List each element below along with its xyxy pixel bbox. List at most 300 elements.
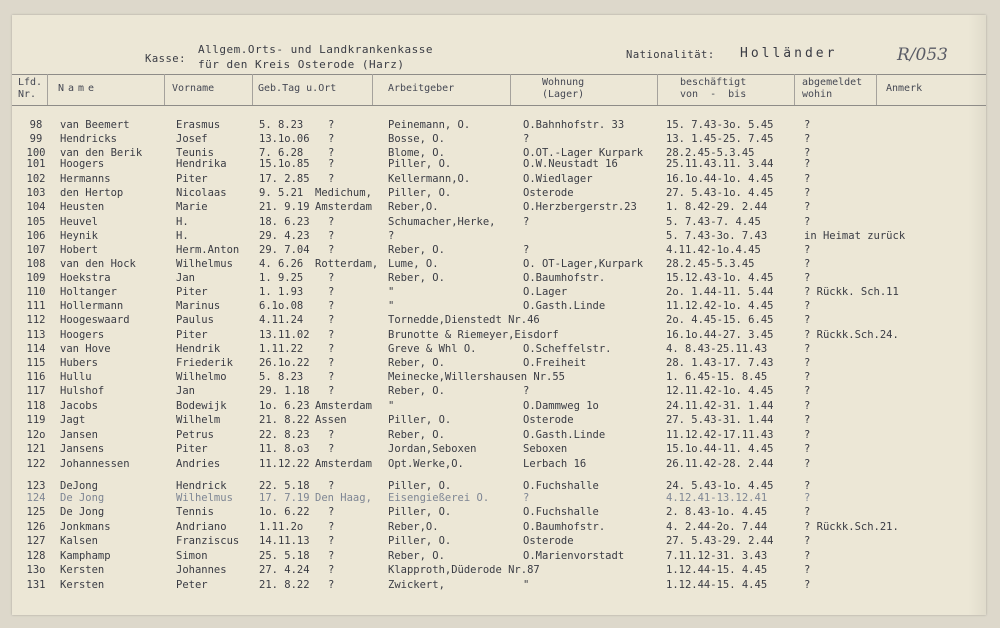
row-employer: Peinemann, O.: [388, 119, 471, 131]
row-name: Holtanger: [60, 286, 117, 298]
row-number: 121: [26, 443, 46, 455]
col-header-geb: Geb.Tag u.Ort: [258, 83, 337, 94]
row-name: Hobert: [60, 244, 98, 256]
row-name: Hoogeswaard: [60, 314, 130, 326]
row-residence: ?: [523, 244, 530, 256]
col-divider: [47, 74, 48, 105]
row-number: 105: [26, 216, 46, 228]
row-birth-place: Assen: [315, 414, 347, 426]
row-number: 124: [26, 492, 46, 504]
kasse-line-2: für den Kreis Osterode (Harz): [198, 58, 405, 71]
row-name: Johannessen: [60, 458, 130, 470]
table-row: [12, 342, 986, 357]
col-header-arbeitgeber: Arbeitgeber: [388, 83, 455, 94]
table-row: [12, 457, 986, 472]
row-employment-period: 4. 8.43-25.11.43: [666, 343, 768, 355]
table-row: [12, 186, 986, 201]
row-residence: O.Gasth.Linde: [523, 429, 606, 441]
col-header-vorname: Vorname: [172, 83, 215, 94]
row-deregistered: ?: [804, 147, 811, 159]
row-residence: ": [523, 579, 530, 591]
row-birth-place: ?: [328, 286, 335, 298]
row-employment-period: 27. 5.43-1o. 4.45: [666, 187, 774, 199]
row-residence: O.Fuchshalle: [523, 480, 599, 492]
row-name: van Beemert: [60, 119, 130, 131]
row-residence: O.Herzbergerstr.23: [523, 201, 637, 213]
col-divider: [794, 74, 795, 105]
row-birth-place: Medichum,: [315, 187, 372, 199]
row-employment-period: 4. 2.44-2o. 7.44: [666, 521, 768, 533]
row-number: 99: [29, 133, 43, 145]
row-number: 112: [26, 314, 46, 326]
row-deregistered: ?: [804, 244, 811, 256]
row-employer: Jordan,Seboxen: [388, 443, 477, 455]
row-birth-place: ?: [328, 371, 335, 383]
table-row: [12, 563, 986, 578]
row-birth-place: ?: [328, 564, 335, 576]
row-employment-period: 2o. 4.45-15. 6.45: [666, 314, 774, 326]
row-name: Hubers: [60, 357, 98, 369]
row-birth-date: 4. 6.26: [259, 258, 304, 270]
row-employment-period: 16.1o.44-1o. 4.45: [666, 173, 774, 185]
row-name: Kamphamp: [60, 550, 111, 562]
row-employer: Opt.Werke,O.: [388, 458, 464, 470]
row-employer: Lume, O.: [388, 258, 439, 270]
row-employer: Piller, O.: [388, 535, 452, 547]
row-birth-date: 5. 8.23: [259, 119, 304, 131]
row-birth-date: 11. 8.o3: [259, 443, 310, 455]
row-birth-place: Amsterdam: [315, 201, 372, 213]
row-birth-date: 6.1o.08: [259, 300, 304, 312]
row-vorname: Wilhelmus: [176, 492, 233, 504]
table-row: [12, 132, 986, 147]
row-birth-place: ?: [328, 385, 335, 397]
row-number: 12o: [26, 429, 46, 441]
table-row: [12, 157, 986, 172]
row-name: Hulshof: [60, 385, 105, 397]
row-vorname: Friederik: [176, 357, 233, 369]
row-number: 103: [26, 187, 46, 199]
row-deregistered: ?: [804, 371, 811, 383]
row-employer: Bosse, O.: [388, 133, 445, 145]
row-employment-period: 24. 5.43-1o. 4.45: [666, 480, 774, 492]
col-divider: [372, 74, 373, 105]
row-deregistered: ?: [804, 173, 811, 185]
row-employment-period: 7.11.12-31. 3.43: [666, 550, 768, 562]
row-number: 117: [26, 385, 46, 397]
row-residence: O.Gasth.Linde: [523, 300, 606, 312]
row-employment-period: 5. 7.43-7. 4.45: [666, 216, 761, 228]
row-birth-place: ?: [328, 343, 335, 355]
row-employer: Meinecke,Willershausen Nr.55: [388, 371, 566, 383]
row-residence: O.Marienvorstadt: [523, 550, 625, 562]
row-vorname: Hendrik: [176, 343, 221, 355]
row-vorname: Franziscus: [176, 535, 240, 547]
row-vorname: Nicolaas: [176, 187, 227, 199]
row-deregistered: ?: [804, 480, 811, 492]
row-birth-date: 22. 5.18: [259, 480, 310, 492]
row-deregistered: ?: [804, 272, 811, 284]
row-employment-period: 28. 1.43-17. 7.43: [666, 357, 774, 369]
row-number: 98: [29, 119, 43, 131]
row-deregistered: ? Rückk. Sch.11: [804, 286, 899, 298]
table-row: [12, 257, 986, 272]
row-birth-place: ?: [328, 329, 335, 341]
table-row: [12, 534, 986, 549]
row-employment-period: 4.11.42-1o.4.45: [666, 244, 761, 256]
table-row: [12, 399, 986, 414]
table-row: [12, 384, 986, 399]
row-vorname: Petrus: [176, 429, 214, 441]
row-vorname: Jan: [176, 385, 195, 397]
row-birth-date: 13.1o.06: [259, 133, 310, 145]
row-name: Kersten: [60, 564, 105, 576]
row-employer: Eisengießerei O.: [388, 492, 490, 504]
row-birth-place: ?: [328, 480, 335, 492]
row-employment-period: 1.12.44-15. 4.45: [666, 564, 768, 576]
row-name: Jacobs: [60, 400, 98, 412]
row-name: Jonkmans: [60, 521, 111, 533]
row-birth-place: ?: [328, 443, 335, 455]
table-row: [12, 118, 986, 133]
row-vorname: Andries: [176, 458, 221, 470]
row-birth-place: ?: [328, 272, 335, 284]
header-bottom-rule: [12, 105, 986, 106]
row-employer: Blome, O.: [388, 147, 445, 159]
row-name: Heusten: [60, 201, 105, 213]
row-employment-period: 24.11.42-31. 1.44: [666, 400, 774, 412]
row-number: 111: [26, 300, 46, 312]
row-deregistered: ?: [804, 429, 811, 441]
table-row: [12, 229, 986, 244]
row-residence: O.Fuchshalle: [523, 506, 599, 518]
row-name: Hoekstra: [60, 272, 111, 284]
row-name: De Jong: [60, 492, 105, 504]
row-deregistered: ?: [804, 414, 811, 426]
table-row: [12, 313, 986, 328]
row-birth-place: ?: [328, 429, 335, 441]
row-vorname: Wilhelm: [176, 414, 221, 426]
row-birth-place: ?: [328, 147, 335, 159]
row-deregistered: ?: [804, 458, 811, 470]
col-header-nr: Lfd. Nr.: [18, 77, 43, 100]
row-number: 122: [26, 458, 46, 470]
row-vorname: Marie: [176, 201, 208, 213]
row-residence: ?: [523, 385, 530, 397]
row-residence: Seboxen: [523, 443, 568, 455]
row-number: 107: [26, 244, 46, 256]
row-deregistered: in Heimat zurück: [804, 230, 906, 242]
row-birth-date: 1. 9.25: [259, 272, 304, 284]
row-birth-date: 17. 7.19: [259, 492, 310, 504]
row-employment-period: 1.12.44-15. 4.45: [666, 579, 768, 591]
col-header-beschaeftigt: beschäftigt von - bis: [680, 77, 747, 100]
row-vorname: H.: [176, 216, 189, 228]
row-employer: Reber, O.: [388, 385, 445, 397]
row-employer: Tornedde,Dienstedt Nr.46: [388, 314, 540, 326]
row-name: Hoogers: [60, 158, 105, 170]
row-birth-date: 14.11.13: [259, 535, 310, 547]
row-employment-period: 25.11.43.11. 3.44: [666, 158, 774, 170]
row-deregistered: ?: [804, 300, 811, 312]
row-birth-date: 11.12.22: [259, 458, 310, 470]
archive-stamp: [897, 45, 967, 81]
row-birth-date: 29. 1.18: [259, 385, 310, 397]
row-employer: Reber, O.: [388, 272, 445, 284]
row-number: 113: [26, 329, 46, 341]
row-name: Hermanns: [60, 173, 111, 185]
row-birth-place: Den Haag,: [315, 492, 372, 504]
row-number: 104: [26, 201, 46, 213]
row-number: 125: [26, 506, 46, 518]
row-deregistered: ?: [804, 400, 811, 412]
row-deregistered: ?: [804, 343, 811, 355]
row-name: Heuvel: [60, 216, 98, 228]
table-row: [12, 413, 986, 428]
row-birth-place: Rotterdam,: [315, 258, 379, 270]
row-vorname: Wilhelmo: [176, 371, 227, 383]
row-residence: Lerbach 16: [523, 458, 587, 470]
row-deregistered: ?: [804, 550, 811, 562]
row-birth-date: 7. 6.28: [259, 147, 304, 159]
row-employer: Brunotte & Riemeyer,Eisdorf: [388, 329, 559, 341]
row-employer: Piller, O.: [388, 414, 452, 426]
row-residence: O.Bahnhofstr. 33: [523, 119, 625, 131]
row-employment-period: 12.11.42-1o. 4.45: [666, 385, 774, 397]
row-birth-date: 17. 2.85: [259, 173, 310, 185]
row-name: Hendricks: [60, 133, 117, 145]
row-birth-place: ?: [328, 535, 335, 547]
row-birth-date: 9. 5.21: [259, 187, 304, 199]
row-deregistered: ?: [804, 357, 811, 369]
row-vorname: Marinus: [176, 300, 221, 312]
row-vorname: Piter: [176, 329, 208, 341]
row-number: 13o: [26, 564, 46, 576]
col-header-abgemeldet: abgemeldet wohin: [802, 77, 863, 100]
row-vorname: Simon: [176, 550, 208, 562]
row-birth-date: 1. 1.93: [259, 286, 304, 298]
row-vorname: Wilhelmus: [176, 258, 233, 270]
row-residence: O.OT.-Lager Kurpark: [523, 147, 644, 159]
row-employment-period: 5. 7.43-3o. 7.43: [666, 230, 768, 242]
table-row: [12, 505, 986, 520]
header-top-rule: [12, 74, 986, 75]
col-divider: [252, 74, 253, 105]
row-employment-period: 26.11.42-28. 2.44: [666, 458, 774, 470]
row-vorname: Bodewijk: [176, 400, 227, 412]
row-vorname: Teunis: [176, 147, 214, 159]
col-header-anmerkung: Anmerk: [886, 83, 923, 94]
row-deregistered: ? Rückk.Sch.21.: [804, 521, 899, 533]
row-number: 123: [26, 480, 46, 492]
nationality-label: Nationalität:: [626, 49, 715, 61]
row-birth-date: 15.1o.85: [259, 158, 310, 170]
row-name: Heynik: [60, 230, 98, 242]
row-birth-date: 22. 8.23: [259, 429, 310, 441]
table-row: [12, 520, 986, 535]
row-birth-date: 18. 6.23: [259, 216, 310, 228]
row-deregistered: ?: [804, 158, 811, 170]
row-birth-place: ?: [328, 357, 335, 369]
row-deregistered: ?: [804, 119, 811, 131]
row-employer: ": [388, 286, 395, 298]
row-deregistered: ?: [804, 216, 811, 228]
row-employer: Zwickert,: [388, 579, 445, 591]
row-vorname: Johannes: [176, 564, 227, 576]
row-employer: Reber, O.: [388, 550, 445, 562]
row-number: 128: [26, 550, 46, 562]
row-employer: Piller, O.: [388, 506, 452, 518]
row-birth-date: 21. 8.22: [259, 579, 310, 591]
row-employer: Piller, O.: [388, 158, 452, 170]
row-vorname: Tennis: [176, 506, 214, 518]
col-divider: [876, 74, 877, 105]
row-vorname: H.: [176, 230, 189, 242]
kasse-label: Kasse:: [145, 53, 186, 65]
table-row: [12, 215, 986, 230]
row-employment-period: 28.2.45-5.3.45: [666, 258, 755, 270]
row-residence: Osterode: [523, 414, 574, 426]
table-row: [12, 200, 986, 215]
row-vorname: Jan: [176, 272, 195, 284]
row-vorname: Herm.Anton: [176, 244, 240, 256]
row-employment-period: 16.1o.44-27. 3.45: [666, 329, 774, 341]
row-employer: Reber,O.: [388, 521, 439, 533]
row-deregistered: ?: [804, 133, 811, 145]
row-employment-period: 2o. 1.44-11. 5.44: [666, 286, 774, 298]
row-employer: ": [388, 400, 395, 412]
row-birth-date: 29. 4.23: [259, 230, 310, 242]
row-birth-place: ?: [328, 173, 335, 185]
row-birth-place: ?: [328, 133, 335, 145]
row-birth-place: ?: [328, 158, 335, 170]
row-name: Hoogers: [60, 329, 105, 341]
row-employer: Reber, O.: [388, 357, 445, 369]
row-number: 119: [26, 414, 46, 426]
row-name: den Hertop: [60, 187, 124, 199]
row-birth-date: 27. 4.24: [259, 564, 310, 576]
row-birth-place: ?: [328, 119, 335, 131]
row-residence: Osterode: [523, 535, 574, 547]
row-employer: Reber,O.: [388, 201, 439, 213]
row-vorname: Peter: [176, 579, 208, 591]
row-number: 109: [26, 272, 46, 284]
row-residence: Osterode: [523, 187, 574, 199]
row-employer: Reber, O.: [388, 429, 445, 441]
row-employment-period: 1. 8.42-29. 2.44: [666, 201, 768, 213]
nationality-value: Holländer: [740, 46, 838, 61]
row-employment-period: 15.12.43-1o. 4.45: [666, 272, 774, 284]
table-row: [12, 356, 986, 371]
row-vorname: Hendrick: [176, 480, 227, 492]
row-birth-place: ?: [328, 579, 335, 591]
table-row: [12, 285, 986, 300]
row-name: Hullu: [60, 371, 92, 383]
row-employer: Klapproth,Düderode Nr.87: [388, 564, 540, 576]
col-divider: [510, 74, 511, 105]
row-deregistered: ?: [804, 314, 811, 326]
table-row: [12, 428, 986, 443]
row-employment-period: 13. 1.45-25. 7.45: [666, 133, 774, 145]
row-number: 114: [26, 343, 46, 355]
row-vorname: Piter: [176, 286, 208, 298]
row-birth-date: 21. 8.22: [259, 414, 310, 426]
table-row: [12, 370, 986, 385]
col-divider: [657, 74, 658, 105]
row-name: Jansens: [60, 443, 105, 455]
row-birth-place: ?: [328, 521, 335, 533]
row-residence: ?: [523, 133, 530, 145]
row-number: 106: [26, 230, 46, 242]
row-birth-place: ?: [328, 244, 335, 256]
row-residence: O.Baumhofstr.: [523, 521, 606, 533]
row-number: 131: [26, 579, 46, 591]
row-employment-period: 27. 5.43-31. 1.44: [666, 414, 774, 426]
row-residence: O.Dammweg 1o: [523, 400, 599, 412]
col-header-wohnung: Wohnung (Lager): [542, 77, 585, 100]
row-number: 127: [26, 535, 46, 547]
row-deregistered: ?: [804, 187, 811, 199]
row-residence: O.Scheffelstr.: [523, 343, 612, 355]
table-row: [12, 271, 986, 286]
row-name: Kersten: [60, 579, 105, 591]
row-vorname: Erasmus: [176, 119, 221, 131]
row-residence: O.Freiheit: [523, 357, 587, 369]
row-birth-date: 4.11.24: [259, 314, 304, 326]
table-row: [12, 442, 986, 457]
row-employment-period: 27. 5.43-29. 2.44: [666, 535, 774, 547]
table-row: [12, 243, 986, 258]
row-number: 101: [26, 158, 46, 170]
row-number: 118: [26, 400, 46, 412]
table-row: [12, 299, 986, 314]
row-birth-date: 25. 5.18: [259, 550, 310, 562]
archive-stamp-text: R/053: [897, 45, 948, 65]
row-residence: O.Wiedlager: [523, 173, 593, 185]
row-deregistered: ?: [804, 492, 811, 504]
row-employment-period: 1. 6.45-15. 8.45: [666, 371, 768, 383]
row-residence: O. OT-Lager,Kurpark: [523, 258, 644, 270]
row-employment-period: 11.12.42-1o. 4.45: [666, 300, 774, 312]
row-employer: Schumacher,Herke,: [388, 216, 496, 228]
row-number: 102: [26, 173, 46, 185]
row-name: De Jong: [60, 506, 105, 518]
row-employment-period: 15. 7.43-3o. 5.45: [666, 119, 774, 131]
col-divider: [164, 74, 165, 105]
row-birth-date: 1.11.22: [259, 343, 304, 355]
row-number: 126: [26, 521, 46, 533]
row-residence: ?: [523, 492, 530, 504]
row-deregistered: ?: [804, 564, 811, 576]
row-employer: Greve & Whl O.: [388, 343, 477, 355]
row-deregistered: ?: [804, 201, 811, 213]
row-birth-place: ?: [328, 550, 335, 562]
row-residence: O.W.Neustadt 16: [523, 158, 618, 170]
row-deregistered: ?: [804, 579, 811, 591]
row-employer: Piller, O.: [388, 480, 452, 492]
row-number: 115: [26, 357, 46, 369]
row-deregistered: ?: [804, 258, 811, 270]
row-birth-date: 13.11.02: [259, 329, 310, 341]
table-row: [12, 328, 986, 343]
row-name: DeJong: [60, 480, 98, 492]
row-name: Kalsen: [60, 535, 98, 547]
row-birth-date: 1o. 6.23: [259, 400, 310, 412]
row-vorname: Josef: [176, 133, 208, 145]
row-birth-place: ?: [328, 230, 335, 242]
row-deregistered: ?: [804, 443, 811, 455]
row-birth-place: Amsterdam: [315, 400, 372, 412]
